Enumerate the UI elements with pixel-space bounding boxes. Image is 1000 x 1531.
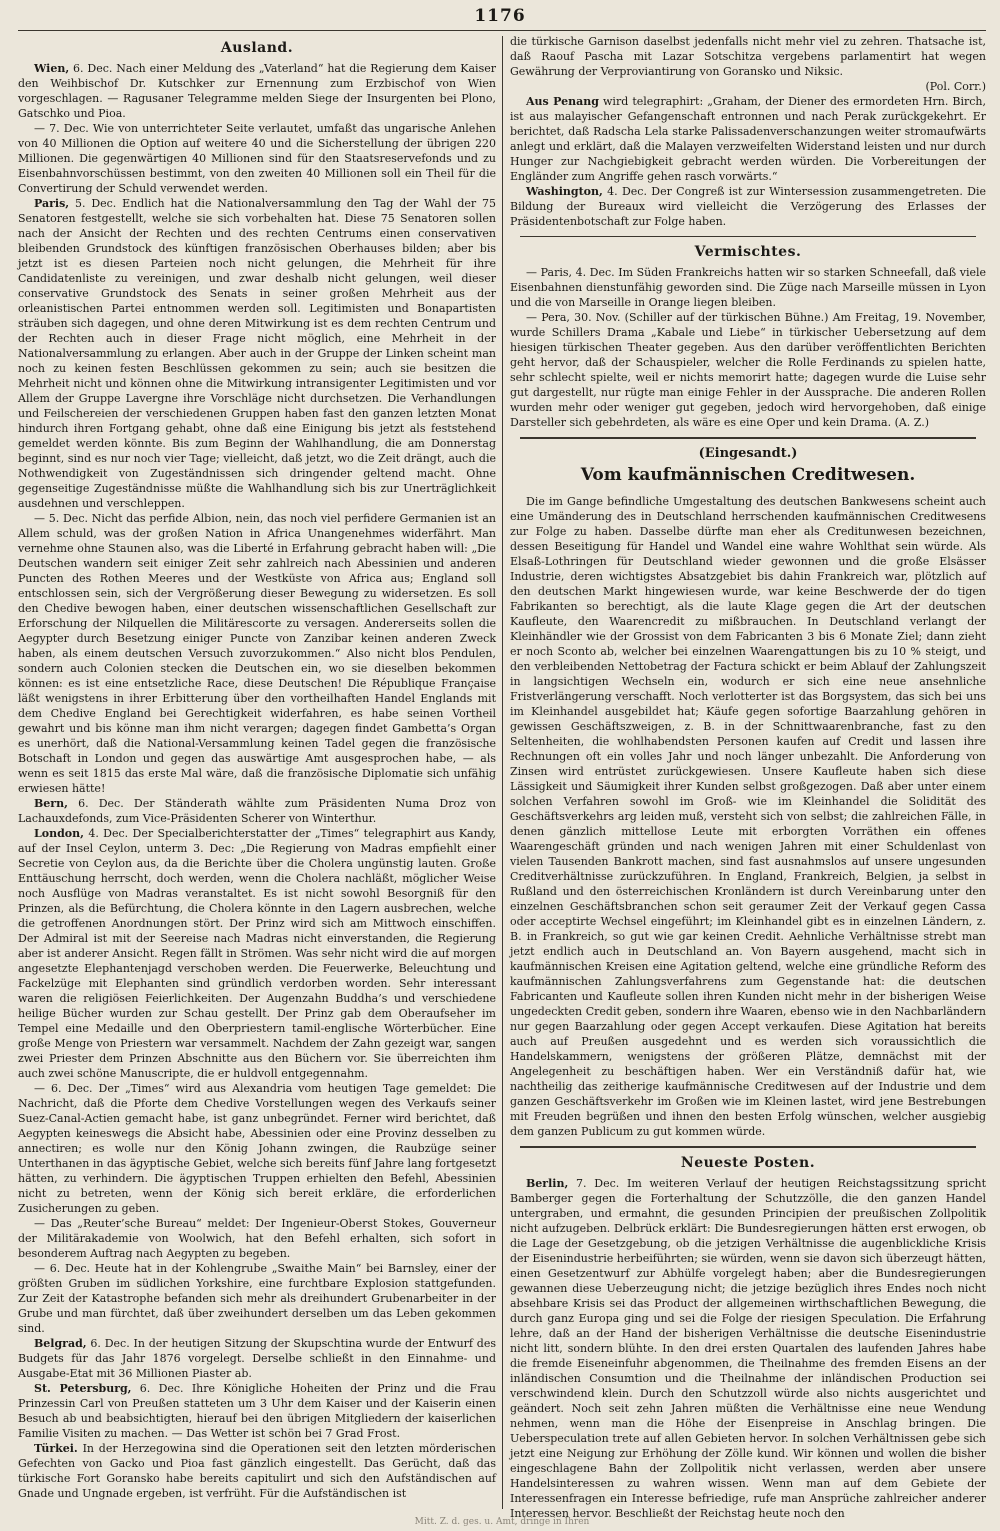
right-column [510, 34, 987, 1520]
section-divider [520, 437, 976, 439]
continued-article [510, 34, 986, 79]
article-paragraph [510, 94, 986, 184]
dateline-place: Aus Penang [526, 95, 599, 108]
paragraph-text: Die im Gange befindliche Umgestaltung des deutschen Bankwesens scheint auch eine Umänderung des in Deutschland herrschenden kaufmännischen Creditwesens zur Folge zu haben. Dasselbe dürfte man eher als Creditunwesen bezeichnen, dessen Beseitigung für Handel und Wandel eine wahre Wohlthat sein würde. Als Elsaß-Lothringen für Deutschland wieder gewonnen und die große Elsässer Industrie, deren wichtigstes Absatzgebiet bis dahin Frankreich war, plötzlich auf den deutschen Markt hingewiesen wurde, war keine Beschwerde der do tigen Fabrikanten so berechtigt, als die laute Klage gegen die Art der deutschen Kaufleute, den Waarencredit zu mißbrauchen. In Deutschland verlangt der Kleinhändler wie der Grossist von dem Fabricanten 3 bis 6 Monate Ziel; dann zieht er noch Sconto ab, welcher bei einzelnen Waarengattungen bis zu 10 % steigt, und den verbleibenden Nettobetrag der Factura schickt er beim Ablauf der Zahlungszeit in langsichtigen Wechseln ein, wodurch er sich eine neue ansehnliche Fristverlängerung verschafft. Noch verlotterter ist das Borgsystem, das sich bei uns im Kleinhandel ausgebildet hat; Käufe gegen sofortige Baarzahlung gehören in gewissen Geschäftszweigen, z. B. in der Schnittwaarenbranche, fast zu den Seltenheiten, die wohlhabendsten Personen kaufen auf Credit und lassen ihre Rechnungen oft ein volles Jahr und noch länger unbezahlt. Die Anforderung von Zinsen wird entrüstet zurückgewiesen. Unsere Kaufleute haben sich diese Lässigkeit und Säumigkeit ihrer Kunden selbst großgezogen. Daß aber unter einem solchen Verfahren sowohl im Groß- wie im Kleinhandel die Solidität des Geschäftsverkehrs arg leiden muß, versteht sich von selbst; die zahlreichen Fälle, in denen gänzlich mittellose Leute mit erborgten Vorräthen ein offenes Waarengeschäft gründen und nach wenigen Jahren mit einer Schuldenlast von vielen Tausenden Bankrott machen, sind fast ausnahmslos auf unsere ungesunden Creditverhältnisse zurückzuführen. In England, Frankreich, Belgien, ja selbst in Rußland und den österreichischen Kronländern ist durch Vereinbarung unter den einzelnen Geschäftsbranchen schon seit geraumer Zeit der Verkauf gegen Cassa oder acceptirte Wechsel eingeführt; im Kleinhandel gibt es in einzelnen Ländern, z. B. in Frankreich, so gut wie gar keinen Credit. Aehnliche Verhältnisse strebt man jetzt endlich auch in Deutschland an. Von Bayern ausgehend, macht sich in kaufmännischen Kreisen eine Agitation geltend, welche eine gründliche Reform des kaufmännischen Zahlungsverfahrens zum Gegenstande hat: die deutschen Fabricanten und Kaufleute sollen ihren Kunden nicht mehr in der bisherigen Weise ungedeckten Credit geben, sondern ihre Waaren, ebenso wie in den Nachbarländern nur gegen Baarzahlung oder gegen Accept verkaufen. Diese Agitation hat bereits auch auf Preußen ausgedehnt und es werden sich voraussichtlich die Handelskammern, wenigstens der größeren Plätze, demnächst mit der Angelegenheit zu beschäftigen haben. Wer ein Verständniß dafür hat, wie nachtheilig das zeitherige kaufmännische Creditwesen auf der Industrie und dem ganzen Geschäftsverkehr im Großen wie im Kleinen lastet, wird jene Bestrebungen mit Freuden begrüßen und ihnen den besten Erfolg wünschen, welcher ausgiebig dem ganzen Publicum zu gut kommen würde. [510, 495, 986, 1138]
creditwesen-article [510, 494, 986, 1139]
faint-footer-text: Mitt. Z. d. ges. u. Amt, dringe in Ihren [414, 1517, 590, 1527]
section-divider [520, 1146, 976, 1148]
paragraph-text: In der Herzegowina sind die Operationen seit den letzten mörderischen Gefechten von Gacko und Pioa fast gänzlich eingestellt. Das Gerücht, daß das türkische Fort Goransko habe bereits capitulirt und sich den Aufständischen auf Gnade und Ungnade ergeben, ist verfrüht. Für die Aufständischen ist [18, 1442, 496, 1500]
left-column [18, 34, 496, 1511]
column-divider [502, 36, 503, 1509]
article-paragraph [18, 1336, 496, 1381]
paragraph-text: — Pera, 30. Nov. (Schiller auf der türkischen Bühne.) Am Freitag, 19. November, wurde Schillers Drama „Kabale und Liebe“ in türkischer Uebersetzung auf dem hiesigen türkischen Theater gegeben. Aus den darüber veröffentlichten Berichten geht hervor, daß der Schauspieler, welcher die Rolle Ferdinands zu spielen hatte, sehr schlecht spielte, weil er nichts memorirt hatte; dagegen wurde die Luise sehr gut dargestellt, nur rügte man einige Fehler in der Aussprache. Die anderen Rollen wurden mehr oder weniger gut gegeben, jedoch wird hervorgehoben, daß einige Darsteller sich gebehrdeten, als wäre es eine Oper und kein Drama. (A. Z.) [510, 311, 986, 429]
header-rule [18, 30, 986, 31]
dateline-place: Paris, [34, 197, 70, 210]
paragraph-text: — Paris, 4. Dec. Im Süden Frankreichs hatten wir so starken Schneefall, daß viele Eisenbahnen dienstunfähig geworden sind. Die Züge nach Marseille müssen in Lyon und die von Marseille in Orange liegen bleiben. [510, 266, 986, 309]
page-number: 1176 [474, 6, 526, 26]
section-heading-ausland: Ausland. [220, 40, 294, 56]
ausland-articles [18, 61, 496, 1501]
article-paragraph [18, 826, 496, 1081]
section-divider [520, 236, 976, 237]
dateline-place: London, [34, 827, 84, 840]
paragraph-text: — 6. Dec. Heute hat in der Kohlengrube „Swaithe Main“ bei Barnsley, einer der größten Gruben im südlichen Yorkshire, eine furchtbare Explosion stattgefunden. Zur Zeit der Katastrophe befanden sich mehr als dreihundert Grubenarbeiter in der Grube und man fürchtet, daß über zweihundert derselben um das Leben gekommen sind. [18, 1262, 496, 1335]
article-paragraph [510, 310, 986, 430]
article-paragraph [18, 196, 496, 511]
section-heading-neueste-posten: Neueste Posten. [680, 1155, 816, 1171]
paragraph-text: 7. Dec. Im weiteren Verlauf der heutigen Reichstagssitzung spricht Bamberger gegen die Forterhaltung der Schutzzölle, die den ganzen Handel untergraben, und ermahnt, die gesunden Principien der preußischen Zollpolitik nicht aufzugeben. Delbrück erklärt: Die Bundesregierungen hätten erst erwogen, ob die Lage der Gesetzgebung, ob die jetzigen Verhältnisse die augenblickliche Krisis der Eisenindustrie herbeiführten; sie würden, wenn sie davon sich überzeugt hätten, einen Gesetzentwurf zur Abhülfe vorgelegt haben; aber die Bundesregierungen gewannen diese Ueberzeugung nicht; die jetzige bezüglich ihres Endes noch nicht absehbare Krisis sei das Product der allgemeinen wirthschaftlichen Bewegung, die durch ganz Europa ging und sei die Folge der riesigen Speculation. Die Erfahrung lehre, daß an der Hand der bisherigen Verhältnisse die deutsche Eisenindustrie nicht litt, sondern blühte. In den drei ersten Quartalen des laufenden Jahres habe die fremde Eiseneinfuhr abgenommen, die Theilnahme des fremden Eisens an der inländischen Consumtion und die Theilnahme der inländischen Production sei verschwindend klein. Durch den Schutzzoll würde also nichts ausgerichtet und geändert. Noch seit zehn Jahren müßten die Verhältnisse eine neue Wendung nehmen, wenn man die Höhe der Eisenpreise in Anschlag bringen. Die Ueberspeculation trete auf allen Gebieten hervor. In solchen Verhältnissen gebe sich jetzt eine Neigung zur Erhöhung der Zölle kund. Wir können und wollen die bisher eingeschlagene Bahn der Zollpolitik nicht verlassen, werden aber unsere Handelsinteressen zu wahren wissen. Wenn man auf dem Gebiete der Interessenfragen ein Interesse befriedige, rufe man Ansprüche zahlreicher anderer Interessen hervor. Beschließt der Reichstag heute noch den [510, 1177, 986, 1520]
paragraph-text: wird telegraphirt: „Graham, der Diener des ermordeten Hrn. Birch, ist aus malayischer Gefangenschaft entronnen und nach Perak zurückgekehrt. Er berichtet, daß Radscha Lela starke Palissadenverschanzungen weiter stromaufwärts anlegt und erklärt, daß die Malayen verzweifelten Widerstand leisten und nur durch Hunger zur Nachgiebigkeit gebracht werden würden. Die Vorbereitungen der Engländer zum Angriffe gehen rasch vorwärts.“ [510, 95, 987, 183]
eingesandt-label: (Eingesandt.) [698, 446, 798, 461]
dateline-place: Belgrad, [34, 1337, 87, 1350]
article-paragraph [18, 1441, 496, 1501]
article-paragraph [18, 61, 496, 121]
foreign-news-articles [510, 94, 986, 229]
article-paragraph [18, 511, 496, 796]
dateline-place: Washington, [526, 185, 603, 198]
article-paragraph [510, 184, 986, 229]
section-heading-vermischtes: Vermischtes. [694, 244, 802, 260]
dateline-place: Bern, [34, 797, 68, 810]
neueste-posten-articles [510, 1176, 986, 1521]
article-paragraph [18, 1261, 496, 1336]
article-paragraph [510, 1176, 986, 1521]
source-signature: (Pol. Corr.) [925, 80, 986, 93]
article-paragraph [18, 1381, 496, 1441]
paragraph-text: — 5. Dec. Nicht das perfide Albion, nein, das noch viel perfidere Germanien ist an Allem schuld, was der großen Nation in Africa Unangenehmes widerfährt. Man vernehme ohne Staunen also, was die Liberté in Erfahrung gebracht haben will: „Die Deutschen wandern seit einiger Zeit sehr zahlreich nach Abessinien und anderen Puncten des Rothen Meeres und der Westküste von Africa aus; England soll entschlossen sein, sich der Vergrößerung dieser Bewegung zu widersetzen. Es soll den Chedive bewogen haben, einer deutschen wissenschaftlichen Gesellschaft zur Erforschung der Nilquellen die Militärescorte zu versagen. Andererseits sollen die Aegypter durch Besetzung einiger Puncte von Zanzibar keinen anderen Zweck haben, als einem deutschen Versuch zuvorzukommen.“ Also nicht blos Pendulen, sondern auch Colonien stecken die Deutschen ein, wo sie dieselben bekommen können: es ist eine entsetzliche Race, diese Deutschen! Die République Française läßt wenigstens in ihrer Erbitterung über den vortheilhaften Handel Englands mit dem Chedive England bei Gerechtigkeit widerfahren, es habe seinen Vortheil gewahrt und bis könne man ihm nicht verargen; dagegen findet Gambetta’s Organ es unerhört, daß die National-Versammlung keinen Tadel gegen die französische Botschaft in London und gegen das auswärtige Amt ausgesprochen habe, — als wenn es seit 1815 das erste Mal wäre, daß die französische Diplomatie sich unfähig erwiesen hätte! [18, 512, 496, 795]
paragraph-text: 6. Dec. In der heutigen Sitzung der Skupschtina wurde der Entwurf des Budgets für das Jahr 1876 vorgelegt. Derselbe schließt in den Einnahme- und Ausgabe-Etat mit 36 Millionen Piaster ab. [18, 1337, 496, 1380]
paragraph-text: 4. Dec. Der Congreß ist zur Wintersession zusammengetreten. Die Bildung der Bureaux wird vielleicht die Verzögerung des Erlasses der Präsidentenbotschaft zur Folge haben. [510, 185, 986, 228]
article-paragraph [510, 494, 986, 1139]
paragraph-text: 5. Dec. Endlich hat die Nationalversammlung den Tag der Wahl der 75 Senatoren festgestellt, welche sie sich vorbehalten hat. Diese 75 Senatoren sollen nach der Ansicht der Rechten und des rechten Centrums einen conservativen bleibenden Grundstock des künftigen französischen Oberhauses bilden; aber bis jetzt ist es diesen Parteien noch nicht gelungen, die Mehrheit für ihre Candidatenliste zu vereinigen, und zwar deshalb nicht gelungen, weil dieser conservative Grundstock des Senats in seiner großen Mehrheit aus der orleanistischen Partei entnommen werden soll. Legitimisten und Bonapartisten sträuben sich dagegen, und ohne deren Mitwirkung ist es dem rechten Centrum und der Rechten auch in dieser Frage nicht möglich, eine Mehrheit in der Nationalversammlung zu erlangen. Aber auch in der Gruppe der Linken scheint man noch zu keinen festen Beschlüssen gekommen zu sein; auch sie besitzen die Mehrheit nicht und können ohne die Mitwirkung intransigenter Legitimisten und vor Allem der Gruppe Lavergne ihre Vorschläge nicht durchsetzen. Die Verhandlungen und Feilschereien der verschiedenen Gruppen haben fast den ganzen letzten Monat hindurch ihren Fortgang gehabt, ohne daß eine Einigung bis jetzt als feststehend gemeldet werden könnte. Bis zum Beginn der Wahlhandlung, die am Donnerstag beginnt, sind es nur noch vier Tage; vielleicht, daß jetzt, wo die Zeit drängt, auch die Nothwendigkeit von Zugeständnissen sich dringender geltend macht. Ohne gegenseitige Zugeständnisse müßte die Wahlhandlung sich bis zur Unerträglichkeit ausdehnen und verschleppen. [18, 197, 496, 510]
dateline-place: Türkei. [34, 1442, 78, 1455]
article-paragraph [18, 121, 496, 196]
article-paragraph [510, 265, 986, 310]
article-paragraph [510, 34, 986, 79]
paragraph-text: 4. Dec. Der Specialberichterstatter der „Times“ telegraphirt aus Kandy, auf der Insel Ceylon, unterm 3. Dec: „Die Regierung von Madras empfiehlt einer Secretie von Ceylon aus, da die Berichte über die Cholera ungünstig lauten. Große Enttäuschung herrscht, doch werden, wenn die Cholera nachläßt, möglicher Weise noch Ausflüge von Madras veranstaltet. Es ist nicht sowohl Besorgniß für den Prinzen, als die Befürchtung, die Cholera könnte in den Lagern ausbrechen, welche die getroffenen Anordnungen stört. Der Prinz wird sich am Mittwoch einschiffen. Der Admiral ist mit der Seereise nach Madras nicht einverstanden, die Regierung aber ist anderer Ansicht. Regen fällt in Strömen. Was sehr nicht wird die auf morgen angesetzte Elephantenjagd verschoben werden. Die Feuerwerke, Beleuchtung und Fackelzüge mit Elephanten sind gründlich verdorben worden. Sehr interessant waren die religiösen Feierlichkeiten. Der Augenzahn Buddha’s und verschiedene heilige Bücher wurden zur Schau gestellt. Der Prinz gab dem Oberaufseher im Tempel eine Medaille und den Oberpriestern tamil-englische Wörterbücher. Eine große Menge von Priestern war versammelt. Nachdem der Zahn gezeigt war, sangen zwei Priester dem Prinzen Abschnitte aus den Büchern vor. Sie überreichten ihm auch zwei schöne Manuscripte, die er huldvoll entgegennahm. [18, 827, 496, 1080]
paragraph-text: — 7. Dec. Wie von unterrichteter Seite verlautet, umfaßt das ungarische Anlehen von 40 Millionen die Option auf weitere 40 und die Sicherstellung der übrigen 220 Millionen. Die gegenwärtigen 40 Millionen sind für den Staatsreservefonds und zu Eisenbahnvorschüssen bestimmt, von den zweiten 40 Millionen soll ein Theil für die Convertirung der Schuld verwendet werden. [18, 122, 496, 195]
dateline-place: Wien, [34, 62, 70, 75]
paragraph-text: 6. Dec. Ihre Königliche Hoheiten der Prinz und die Frau Prinzessin Carl von Preußen statteten um 3 Uhr dem Kaiser und der Kaiserin einen Besuch ab und beabsichtigten, hierauf bei den übrigen Mitgliedern der kaiserlichen Familie Visiten zu machen. — Das Wetter ist schön bei 7 Grad Frost. [18, 1382, 496, 1440]
article-title-creditwesen: Vom kaufmännischen Creditwesen. [580, 465, 916, 485]
dateline-place: Berlin, [526, 1177, 569, 1190]
article-paragraph [18, 1081, 496, 1216]
article-paragraph [18, 1216, 496, 1261]
paragraph-text: — Das „Reuter’sche Bureau“ meldet: Der Ingenieur-Oberst Stokes, Gouverneur der Militärakademie von Woolwich, hat den Befehl erhalten, sich sofort in besonderem Auftrag nach Aegypten zu begeben. [18, 1217, 496, 1260]
paragraph-text: die türkische Garnison daselbst jedenfalls nicht mehr viel zu zehren. Thatsache ist, daß Raouf Pascha mit Lazar Sotschitza vergebens parlamentirt hat wegen Gewährung der Verproviantirung von Goransko und Niksic. [510, 35, 986, 78]
paragraph-text: 6. Dec. Der Ständerath wählte zum Präsidenten Numa Droz von Lachauxdefonds, zum Vice-Präsidenten Scherer von Winterthur. [18, 797, 496, 825]
paragraph-text: — 6. Dec. Der „Times“ wird aus Alexandria vom heutigen Tage gemeldet: Die Nachricht, daß die Pforte dem Chedive Vorstellungen wegen des Verkaufs seiner Suez-Canal-Actien gemacht habe, ist ganz unbegründet. Ferner wird berichtet, daß Aegypten keineswegs die Absicht habe, Abessinien oder eine Provinz desselben zu annectiren; es wolle nur den König Johann zwingen, die Raubzüge seiner Unterthanen in das ägyptische Gebiet, welche sich bereits fünf Jahre lang fortgesetzt hätten, zu verhindern. Die ägyptischen Truppen erhielten den Befehl, Abessinien nicht zu betreten, wenn der König sich bereit erkläre, die erforderlichen Zusicherungen zu geben. [18, 1082, 496, 1215]
dateline-place: St. Petersburg, [34, 1382, 132, 1395]
vermischtes-articles [510, 265, 986, 430]
paragraph-text: 6. Dec. Nach einer Meldung des „Vaterland“ hat die Regierung dem Kaiser den Weihbischof Dr. Kutschker zur Ernennung zum Erzbischof von Wien vorgeschlagen. — Ragusaner Telegramme melden Siege der Insurgenten bei Plono, Gatschko und Pioa. [18, 62, 496, 120]
article-paragraph [18, 796, 496, 826]
